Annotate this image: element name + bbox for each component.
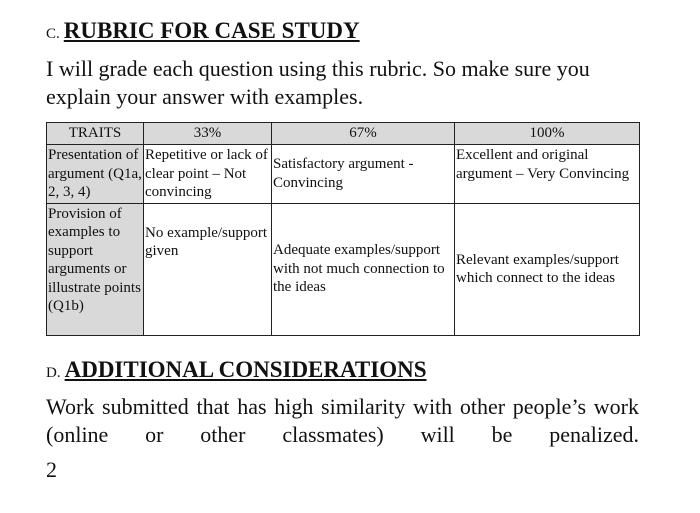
score-100-cell: Excellent and original argument – Very Convincing	[455, 145, 640, 204]
trait-cell: Provision of examples to support arguments or illustrate points (Q1b)	[47, 203, 144, 335]
table-row	[47, 145, 640, 204]
score-33-cell: No example/support given	[144, 203, 272, 335]
rubric-header-row	[47, 123, 640, 145]
score-100-cell: Relevant examples/support which connect to the ideas	[455, 203, 640, 335]
section-d-letter: D.	[46, 365, 61, 381]
header-traits: TRAITS	[47, 123, 144, 145]
score-33-cell: Repetitive or lack of clear point – Not convincing	[144, 145, 272, 204]
section-c-heading	[46, 18, 360, 44]
section-d-heading	[46, 357, 427, 383]
header-67: 67%	[272, 123, 455, 145]
section-d-title: ADDITIONAL CONSIDERATIONS	[64, 357, 427, 382]
trait-cell: Presentation of argument (Q1a, 2, 3, 4)	[47, 145, 144, 204]
score-67-cell: Satisfactory argument - Convincing	[272, 145, 455, 204]
rubric-table	[46, 122, 640, 336]
header-33: 33%	[144, 123, 272, 145]
table-row	[47, 203, 640, 335]
page-number: 2	[46, 457, 57, 482]
header-100: 100%	[455, 123, 640, 145]
section-c-letter: C.	[46, 26, 60, 42]
score-67-cell: Adequate examples/support with not much connection to the ideas	[272, 203, 455, 335]
intro-paragraph: I will grade each question using this rubric. So make sure you explain your answer with examples.	[46, 56, 590, 109]
additional-paragraph: Work submitted that has high similarity with other people’s work (online or other classmates) will be penalized.	[46, 394, 639, 447]
section-c-title: RUBRIC FOR CASE STUDY	[63, 18, 360, 43]
